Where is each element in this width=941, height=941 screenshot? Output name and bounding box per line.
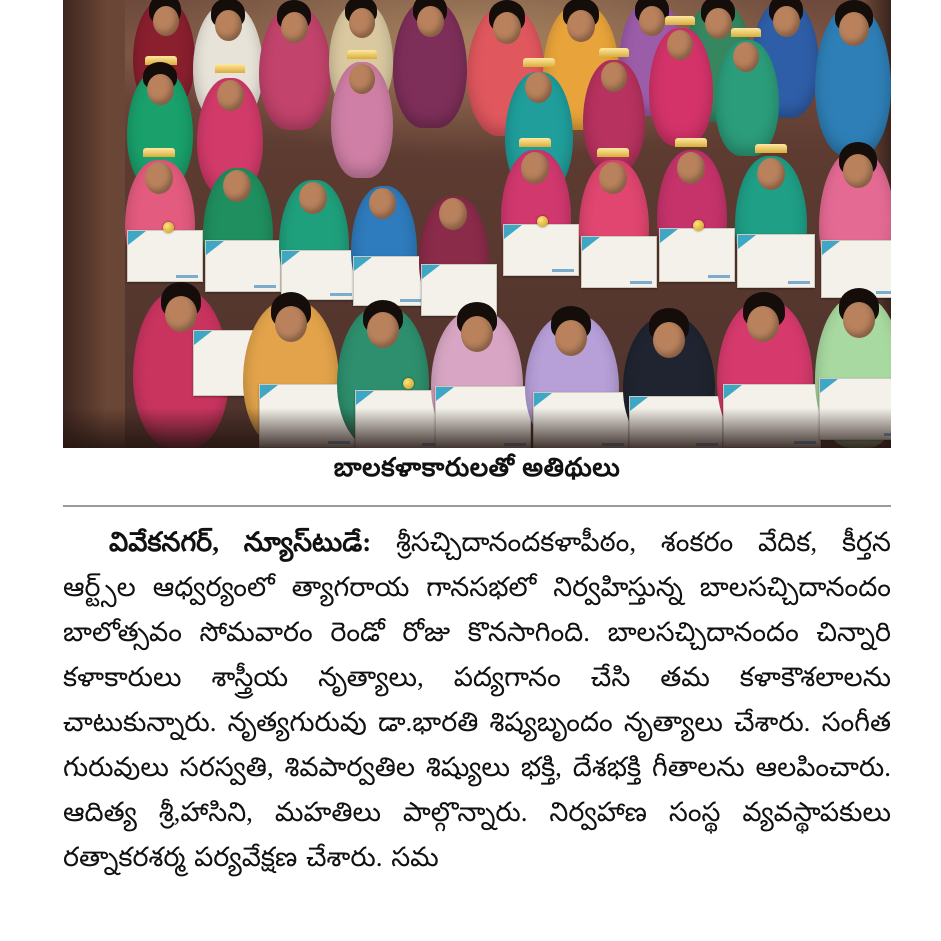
- photo-caption: బాలకళాకారులతో అతిథులు: [333, 452, 621, 482]
- crowd-of-performers: [63, 0, 891, 448]
- article-paragraph: [63, 520, 891, 880]
- article-photo: [63, 0, 891, 448]
- article-dateline: వివేకనగర్, న్యూస్‌టుడే:: [109, 527, 372, 557]
- photo-foreground-shadow: [63, 408, 891, 448]
- article-body: [63, 520, 891, 880]
- article-text: శ్రీసచ్చిదానందకళాపీఠం, శంకరం వేదిక, కీర్తన ఆర్ట్స్‌ల ఆధ్వర్యంలో త్యాగరాయ గానసభలో నిర్వహిస్తున్న బాలసచ్చిదానందం బాలోత్సవం సోమవారం రెండో రోజు కొనసాగింది. బాలసచ్చిదానందం చిన్నారి కళాకారులు శాస్త్రీయ నృత్యాలు, పద్యగానం చేసి తమ కళాకౌశలాలను చాటుకున్నారు. నృత్యగురువు డా.భారతి శిష్యబృందం నృత్యాలు చేశారు. సంగీత గురువులు సరస్వతి, శివపార్వతిల శిష్యులు భక్తి, దేశభక్తి గీతాలను ఆలపించారు. ఆదిత్య శ్రీ,హాసిని, మహతిలు పాల్గొన్నారు. నిర్వహాణ సంస్థ వ్యవస్థాపకులు రత్నాకరశర్మ పర్యవేక్షణ చేశారు. సమ: [63, 527, 891, 872]
- horizontal-divider: [63, 505, 891, 507]
